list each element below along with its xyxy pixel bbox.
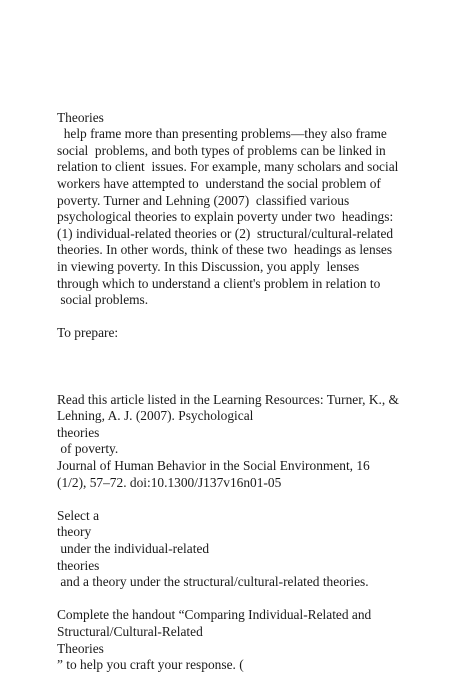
text-line <box>57 375 457 392</box>
text-line: Theories <box>57 640 104 656</box>
text-line: (1/2), 57–72. doi:10.1300/J137v16n01-05 <box>57 474 282 490</box>
text-line: theories. In other words, think of these two headings as lenses <box>57 242 393 258</box>
text-line: and a theory under the structural/cultural-related theories. <box>57 574 369 590</box>
text-line: Complete the handout “Comparing Individual-Related and <box>57 607 372 623</box>
document-body <box>57 93 457 674</box>
text-line: Read this article listed in the Learning Resources: Turner, K., & <box>57 391 399 407</box>
text-line <box>57 591 457 608</box>
text-line: ” to help you craft your response. ( <box>57 657 244 673</box>
text-line: Structural/Cultural-Related <box>57 624 203 639</box>
text-line: under the individual-related <box>57 541 210 557</box>
text-line: Select a <box>57 507 100 523</box>
text-line: Lehning, A. J. (2007). Psychological <box>57 408 254 424</box>
text-line: theory <box>57 524 92 540</box>
text-line: To prepare: <box>57 325 119 341</box>
text-line: (1) individual-related theories or (2) structural/cultural-related <box>57 225 394 241</box>
text-line: poverty. Turner and Lehning (2007) classified various <box>57 192 350 208</box>
text-line: through which to understand a client's problem in relation to <box>57 275 381 291</box>
text-line <box>57 342 457 359</box>
text-line <box>57 309 457 326</box>
text-line: in viewing poverty. In this Discussion, you apply lenses <box>57 258 360 274</box>
text-line: theories <box>57 557 100 573</box>
text-line: workers have attempted to understand the social problem of <box>57 175 381 191</box>
text-line: Theories <box>57 109 104 125</box>
text-line <box>57 359 457 376</box>
text-line: help frame more than presenting problems—they also frame <box>57 126 387 142</box>
text-line: psychological theories to explain poverty under two headings: <box>57 209 394 225</box>
text-line <box>57 491 457 508</box>
text-line: Journal of Human Behavior in the Social Environment, 16 <box>57 458 370 474</box>
text-line: theories <box>57 424 100 440</box>
text-line: social problems. <box>57 292 149 308</box>
text-line: of poverty. <box>57 441 119 457</box>
text-line <box>57 93 457 110</box>
text-line: social problems, and both types of problems can be linked in <box>57 142 386 158</box>
text-line: relation to client issues. For example, many scholars and social <box>57 159 399 175</box>
